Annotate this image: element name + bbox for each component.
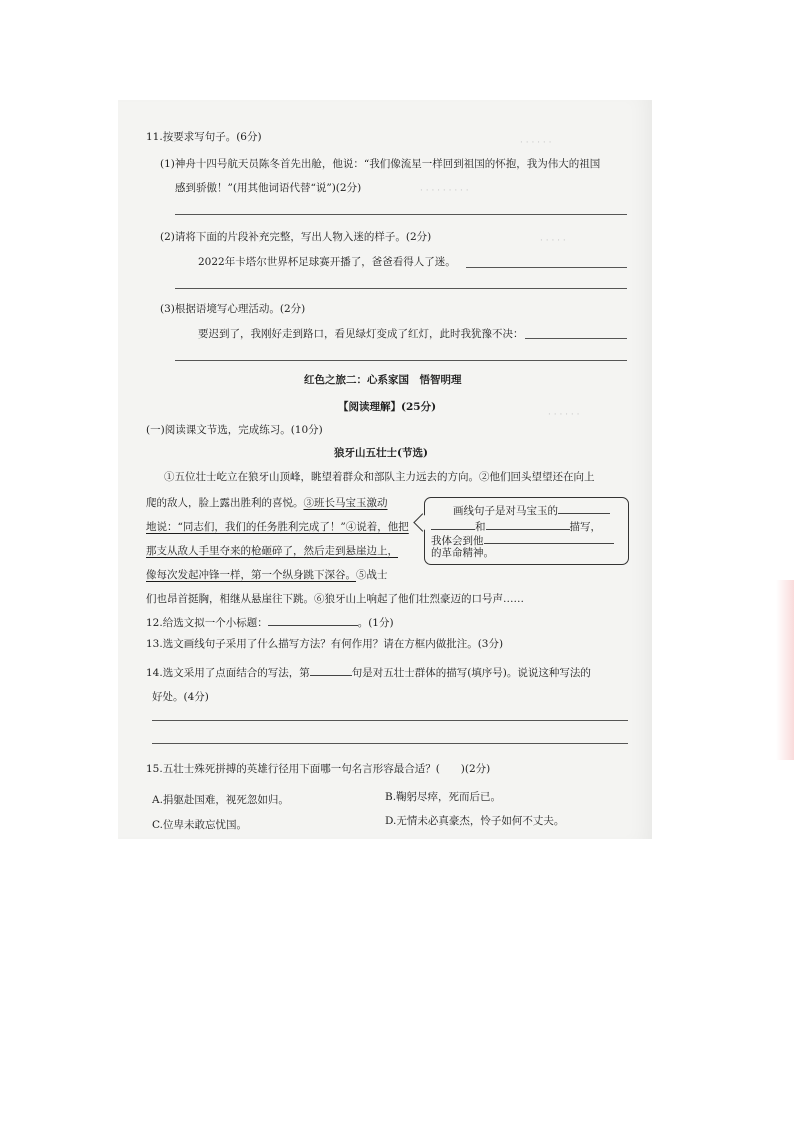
q15-option-d[interactable]: D.无情未必真豪杰，怜子如何不丈夫。 (385, 815, 565, 827)
q11-part2-text: 2022年卡塔尔世界杯足球赛开播了，爸爸看得人了迷。 (198, 256, 456, 268)
fill-blank[interactable] (431, 518, 475, 530)
bleed-through-mark: · · · · · · (548, 410, 580, 420)
q15-question: 15.五壮士殊死拼搏的英雄行径用下面哪一句名言形容最合适？( )(2分) (146, 763, 491, 775)
passage-text: 爬的敌人，脸上露出胜利的喜悦。 (146, 497, 304, 509)
fill-blank[interactable] (558, 502, 610, 514)
callout-line: 的革命精神。 (431, 547, 494, 559)
q11-part1-line1: (1)神舟十四号航天员陈冬首先出舱，他说：“我们像流星一样回到祖国的怀抱，我为伟大的祖国 (160, 158, 601, 170)
passage-line (146, 496, 388, 510)
underlined-sentence: 地说：“同志们，我们的任务胜利完成了！”④说着，他把 (146, 521, 409, 533)
part-1-instruction: (一)阅读课文节选，完成练习。(10分) (146, 424, 323, 436)
answer-line[interactable] (175, 360, 627, 361)
q11-part1-line2: 感到骄傲！”(用其他词语代替“说”)(2分) (175, 182, 362, 194)
answer-line[interactable] (152, 743, 628, 744)
bleed-through-mark: · · · · · · · · · (420, 186, 469, 196)
annotation-callout-box[interactable] (424, 497, 629, 565)
reading-header: 【阅读理解】(25分) (338, 401, 437, 413)
fill-blank[interactable] (268, 614, 358, 626)
passage-line (146, 568, 388, 582)
answer-line[interactable] (466, 267, 627, 268)
callout-line (453, 502, 610, 518)
q14-text: 14.选文采用了点面结合的写法，第 (146, 667, 310, 679)
answer-line[interactable] (175, 214, 627, 215)
underlined-sentence: 像每次发起冲锋一样，第一个纵身跳下深谷。 (146, 569, 356, 581)
q14-text: 句是对五壮士群体的描写(填序号)。说说这种写法的 (351, 667, 591, 679)
q11-part3-title: (3)根据语境写心理活动。(2分) (160, 303, 306, 315)
q12 (146, 614, 394, 630)
passage-line: 们也昂首挺胸，相继从悬崖往下跳。⑥狼牙山上响起了他们壮烈豪迈的口号声…… (146, 593, 524, 605)
underlined-sentence: 那支从敌人手里夺来的枪砸碎了，然后走到悬崖边上， (146, 545, 398, 557)
scan-edge-tint (776, 580, 794, 760)
section-title: 红色之旅二：心系家国 悟智明理 (304, 374, 462, 386)
q12-text: 。(1分) (357, 617, 394, 629)
q13: 13.选文画线句子采用了什么描写方法？有何作用？请在方框内做批注。(3分) (146, 638, 504, 650)
fill-blank[interactable] (310, 664, 352, 676)
q11-part2-title: (2)请将下面的片段补充完整，写出人物入迷的样子。(2分) (160, 231, 432, 243)
bleed-through-mark: · · · · · (540, 236, 566, 246)
passage-text: ⑤战士 (356, 569, 388, 581)
passage-title: 狼牙山五壮士(节选) (334, 447, 428, 459)
callout-text: 画线句子是对马宝玉的 (453, 505, 558, 517)
answer-line[interactable] (175, 288, 627, 289)
q11-part3-text: 要迟到了，我刚好走到路口，看见绿灯变成了红灯，此时我犹豫不决： (198, 328, 524, 340)
callout-text: 我体会到他 (431, 535, 484, 547)
q11-title: 11.按要求写句子。(6分) (146, 131, 262, 143)
q14-line2: 好处。(4分) (152, 691, 209, 703)
passage-line: ①五位壮士屹立在狼牙山顶峰，眺望着群众和部队主力远去的方向。②他们回头望望还在向上 (164, 471, 595, 483)
q14-line1 (146, 664, 591, 680)
callout-text: 描写， (569, 521, 601, 533)
q15-option-c[interactable]: C.位卑未敢忘忧国。 (152, 819, 247, 831)
fill-blank[interactable] (484, 532, 614, 544)
q15-option-b[interactable]: B.鞠躬尽瘁，死而后已。 (385, 791, 502, 803)
answer-line[interactable] (525, 338, 627, 339)
callout-text: 和 (475, 521, 486, 533)
fill-blank[interactable] (486, 518, 570, 530)
underlined-sentence: ③班长马宝玉激动 (303, 497, 388, 509)
q15-option-a[interactable]: A.捐躯赴国难，视死忽如归。 (152, 794, 289, 806)
bleed-through-mark: · · · · · · (520, 138, 552, 148)
q12-text: 12.给选文拟一个小标题： (146, 617, 268, 629)
answer-line[interactable] (152, 720, 628, 721)
